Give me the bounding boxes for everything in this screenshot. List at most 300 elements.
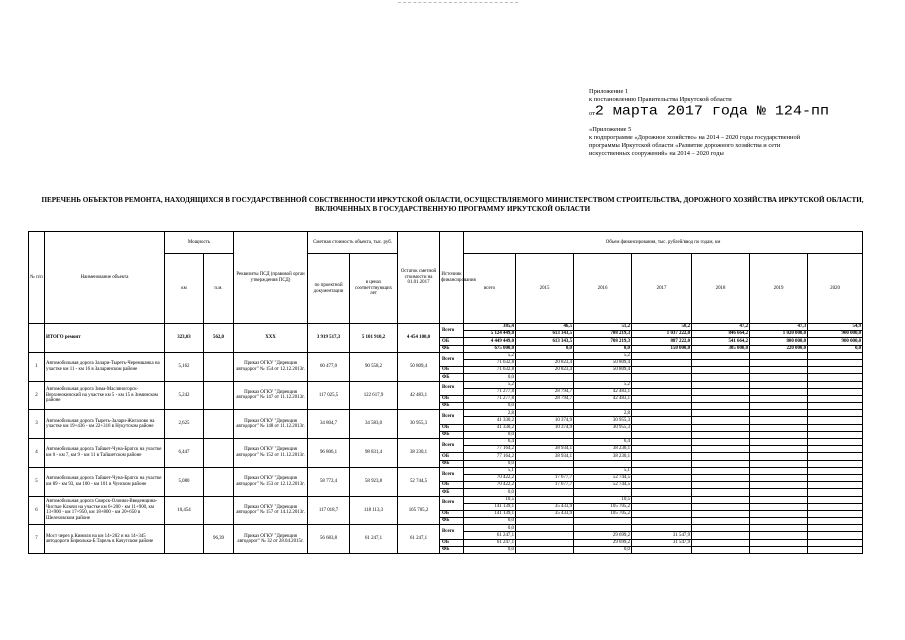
funding-cell bbox=[632, 460, 692, 467]
source-label-ob: ОБ bbox=[440, 395, 464, 402]
source-label-all: Всего bbox=[440, 352, 464, 366]
funding-cell bbox=[808, 525, 863, 532]
date-stamp: 2 марта 2017 года № 124-пп bbox=[594, 103, 829, 120]
funding-cell: 0,0 bbox=[516, 345, 574, 352]
object-cost-doc: 3 919 517,3 bbox=[308, 324, 350, 353]
funding-cell: 220 000,0 bbox=[750, 345, 808, 352]
funding-cell bbox=[632, 510, 692, 517]
object-km: 6,447 bbox=[165, 439, 204, 468]
funding-cell bbox=[692, 510, 750, 517]
object-rest: 61 247,1 bbox=[398, 525, 440, 554]
subprogram-line-1: к подпрограмме «Дорожное хозяйство» на 2014 – 2020 годы государственной bbox=[589, 134, 801, 141]
funding-cell bbox=[632, 489, 692, 496]
funding-cell bbox=[750, 359, 808, 366]
col-psd: Реквизиты ПСД (правовой орган утверждения ПСД) bbox=[234, 232, 308, 324]
col-2016: 2016 bbox=[574, 254, 632, 324]
object-cost-cur: 122 617,9 bbox=[350, 381, 398, 410]
scan-mark bbox=[398, 2, 518, 5]
object-psd: ХХХ bbox=[234, 324, 308, 353]
funding-cell bbox=[516, 489, 574, 496]
total-num bbox=[29, 324, 45, 353]
funding-cell: 47,2 bbox=[692, 324, 750, 331]
funding-cell: 29 699,2 bbox=[574, 539, 632, 546]
object-cost-doc: 117 018,7 bbox=[308, 496, 350, 525]
object-row bbox=[29, 439, 863, 446]
funding-cell bbox=[750, 467, 808, 474]
funding-cell: 61 247,1 bbox=[464, 532, 516, 539]
funding-cell bbox=[808, 474, 863, 481]
funding-cell bbox=[750, 388, 808, 395]
funding-cell bbox=[808, 359, 863, 366]
funding-cell bbox=[632, 359, 692, 366]
object-row bbox=[29, 496, 863, 503]
object-psd: Приказ ОГКУ "Дирекция автодорог" № 157 от 14.12.2013г. bbox=[234, 496, 308, 525]
object-psd: Приказ ОГКУ "Дирекция автодорог" № 153 от 12.12.2013г. bbox=[234, 467, 308, 496]
funding-cell: 31 547,9 bbox=[632, 539, 692, 546]
funding-cell: 17 677,7 bbox=[516, 474, 574, 481]
funding-cell bbox=[750, 367, 808, 374]
funding-cell bbox=[808, 431, 863, 438]
funding-cell: 1 037 222,0 bbox=[632, 331, 692, 338]
funding-cell bbox=[808, 482, 863, 489]
source-label-all: Всего bbox=[440, 324, 464, 338]
object-cost-cur: 61 247,1 bbox=[350, 525, 398, 554]
funding-cell: 71 277,8 bbox=[464, 388, 516, 395]
funding-cell: 10 374,9 bbox=[516, 417, 574, 424]
source-label-ob: ОБ bbox=[440, 338, 464, 345]
funding-cell: 150 000,0 bbox=[632, 345, 692, 352]
funding-cell bbox=[808, 403, 863, 410]
funding-cell: 10,5 bbox=[574, 496, 632, 503]
object-km: 5,242 bbox=[165, 381, 204, 410]
funding-cell bbox=[692, 395, 750, 402]
col-2015: 2015 bbox=[516, 254, 574, 324]
funding-cell: 105 705,2 bbox=[574, 503, 632, 510]
object-cost-cur: 98 831,4 bbox=[350, 439, 398, 468]
funding-cell: 35 433,9 bbox=[516, 510, 574, 517]
funding-cell bbox=[632, 453, 692, 460]
object-name: Автомобильная дорога Зима-Масляногорск-Верхнеокинский на участке км 5 - км 15 в Зиминском районе bbox=[45, 381, 165, 410]
col-2017: 2017 bbox=[632, 254, 692, 324]
funding-cell bbox=[692, 417, 750, 424]
funding-cell: 35 433,9 bbox=[516, 503, 574, 510]
col-capacity: Мощность bbox=[165, 232, 234, 254]
object-name: Автомобильная дорога Тайшет-Чуна-Братск на участке км 0 - км 7, км 9 - км 11 в Тайшетском районе bbox=[45, 439, 165, 468]
funding-cell bbox=[808, 467, 863, 474]
object-pm bbox=[204, 439, 234, 468]
object-name: Мост через р.Кимиля на км 14+202 и на 14+345 автодороги Бирюлька-Б.Тарель в Качугском районе bbox=[45, 525, 165, 554]
object-psd: Приказ ОГКУ "Дирекция автодорог" № 154 от 12.12.2013г. bbox=[234, 352, 308, 381]
funding-cell bbox=[692, 474, 750, 481]
funding-cell bbox=[632, 431, 692, 438]
object-psd: Приказ ОГКУ "Дирекция автодорог" № 147 от 11.12.2013г. bbox=[234, 381, 308, 410]
funding-cell bbox=[692, 431, 750, 438]
funding-cell bbox=[516, 374, 574, 381]
funding-cell: 846 664,2 bbox=[692, 331, 750, 338]
source-label-fb: ФБ bbox=[440, 460, 464, 467]
funding-cell bbox=[750, 395, 808, 402]
funding-cell bbox=[516, 539, 574, 546]
funding-cell: 6,4 bbox=[574, 439, 632, 446]
object-row bbox=[29, 410, 863, 417]
object-cost-cur: 34 583,0 bbox=[350, 410, 398, 439]
funding-cell bbox=[750, 374, 808, 381]
object-pm bbox=[204, 352, 234, 381]
funding-cell: 38 230,1 bbox=[574, 453, 632, 460]
funding-cell bbox=[808, 489, 863, 496]
object-rest: 38 230,1 bbox=[398, 439, 440, 468]
object-name: Автомобильная дорога Свирск-Олонки-Введенщина-Чистые Ключи на участке км 6+200 - км 11+900, км 13+900 - км 17+950, км 18+800 - км 20+650 в Шелеховском районе bbox=[45, 496, 165, 525]
funding-cell bbox=[808, 510, 863, 517]
funding-cell: 30 955,3 bbox=[574, 417, 632, 424]
funding-cell bbox=[632, 417, 692, 424]
object-cost-doc: 58 772,4 bbox=[308, 467, 350, 496]
date-prefix: от bbox=[589, 110, 595, 117]
object-rest: 105 705,2 bbox=[398, 496, 440, 525]
object-num: 4 bbox=[29, 439, 45, 468]
funding-cell: 708 219,3 bbox=[574, 331, 632, 338]
funding-cell bbox=[632, 395, 692, 402]
object-cost-doc: 117 025,5 bbox=[308, 381, 350, 410]
funding-cell bbox=[808, 453, 863, 460]
funding-cell: 2,8 bbox=[464, 410, 516, 417]
funding-cell bbox=[808, 539, 863, 546]
subprogram-line-3: искусственных сооружений» на 2014 – 2020 годы bbox=[589, 150, 724, 157]
object-cost-doc: 56 683,8 bbox=[308, 525, 350, 554]
appendix2-label: «Приложение 5 bbox=[589, 126, 632, 133]
funding-cell: 613 343,5 bbox=[516, 338, 574, 345]
funding-cell bbox=[516, 525, 574, 532]
col-cost: Сметная стоимость объекта, тыс. руб. bbox=[308, 232, 398, 254]
funding-cell: 20 823,4 bbox=[516, 359, 574, 366]
funding-cell bbox=[632, 403, 692, 410]
funding-cell bbox=[750, 525, 808, 532]
funding-cell bbox=[692, 460, 750, 467]
funding-cell: 38 934,1 bbox=[516, 453, 574, 460]
funding-cell: 42 483,1 bbox=[574, 395, 632, 402]
object-num: 5 bbox=[29, 467, 45, 496]
source-label-all: Всего bbox=[440, 439, 464, 453]
funding-cell bbox=[692, 453, 750, 460]
funding-cell bbox=[632, 388, 692, 395]
funding-cell bbox=[750, 460, 808, 467]
funding-cell bbox=[750, 496, 808, 503]
funding-cell bbox=[750, 403, 808, 410]
funding-cell bbox=[808, 424, 863, 431]
source-label-ob: ОБ bbox=[440, 453, 464, 460]
funding-cell bbox=[808, 410, 863, 417]
funding-cell: 0,0 bbox=[464, 546, 516, 553]
funding-cell: 613 343,5 bbox=[516, 331, 574, 338]
funding-cell bbox=[516, 546, 574, 553]
source-label-ob: ОБ bbox=[440, 482, 464, 489]
funding-cell bbox=[692, 518, 750, 525]
source-label-fb: ФБ bbox=[440, 431, 464, 438]
funding-cell: 71 277,8 bbox=[464, 395, 516, 402]
funding-cell: 58,2 bbox=[632, 324, 692, 331]
funding-cell: 0,0 bbox=[808, 345, 863, 352]
funding-cell: 141 139,1 bbox=[464, 503, 516, 510]
funding-cell: 70 422,2 bbox=[464, 474, 516, 481]
funding-cell bbox=[516, 381, 574, 388]
col-2018: 2018 bbox=[692, 254, 750, 324]
funding-cell bbox=[574, 489, 632, 496]
object-pm: 96,39 bbox=[204, 525, 234, 554]
object-name: Автомобильная дорога Тайшет-Чуна-Братск на участке км 89 - км 93, км 100 - км 101 в Чунском районе bbox=[45, 467, 165, 496]
object-pm bbox=[204, 467, 234, 496]
funding-cell: 5,1 bbox=[464, 467, 516, 474]
object-rest: 30 955,3 bbox=[398, 410, 440, 439]
funding-cell bbox=[692, 532, 750, 539]
object-km: 323,03 bbox=[165, 324, 204, 353]
object-km: 10,454 bbox=[165, 496, 204, 525]
funding-cell bbox=[632, 546, 692, 553]
funding-cell bbox=[692, 374, 750, 381]
funding-cell: 385,4 bbox=[464, 324, 516, 331]
funding-cell bbox=[750, 546, 808, 553]
funding-cell bbox=[632, 474, 692, 481]
funding-cell bbox=[808, 374, 863, 381]
funding-cell bbox=[692, 352, 750, 359]
funding-cell: 52 744,5 bbox=[574, 482, 632, 489]
funding-cell: 38 934,1 bbox=[516, 446, 574, 453]
funding-cell bbox=[808, 446, 863, 453]
funding-cell: 71 632,8 bbox=[464, 367, 516, 374]
object-cost-cur: 58 923,8 bbox=[350, 467, 398, 496]
source-label-fb: ФБ bbox=[440, 546, 464, 553]
funding-cell: 31 547,9 bbox=[632, 532, 692, 539]
funding-cell bbox=[632, 381, 692, 388]
object-cost-cur: 5 101 910,2 bbox=[350, 324, 398, 353]
funding-cell bbox=[808, 532, 863, 539]
funding-cell bbox=[516, 352, 574, 359]
funding-cell: 10,5 bbox=[464, 496, 516, 503]
funding-cell bbox=[574, 525, 632, 532]
funding-cell: 0,0 bbox=[464, 518, 516, 525]
funding-cell bbox=[632, 496, 692, 503]
funding-cell bbox=[750, 503, 808, 510]
object-pm bbox=[204, 410, 234, 439]
funding-cell: 900 000,0 bbox=[808, 338, 863, 345]
funding-cell bbox=[516, 467, 574, 474]
funding-cell bbox=[692, 496, 750, 503]
source-label-fb: ФБ bbox=[440, 345, 464, 352]
funding-cell bbox=[574, 518, 632, 525]
funding-cell bbox=[808, 496, 863, 503]
funding-cell: 105 705,2 bbox=[574, 510, 632, 517]
funding-cell: 541 664,2 bbox=[692, 338, 750, 345]
funding-cell: 52 744,5 bbox=[574, 474, 632, 481]
funding-cell bbox=[750, 453, 808, 460]
funding-cell: 0,0 bbox=[464, 374, 516, 381]
funding-cell: 71 632,8 bbox=[464, 359, 516, 366]
funding-cell: 887 222,0 bbox=[632, 338, 692, 345]
funding-cell bbox=[808, 388, 863, 395]
col-num: № п/п bbox=[29, 232, 45, 324]
funding-cell bbox=[808, 439, 863, 446]
source-label-fb: ФБ bbox=[440, 518, 464, 525]
funding-cell bbox=[692, 489, 750, 496]
funding-cell: 4 449 449,0 bbox=[464, 338, 516, 345]
col-total: всего bbox=[464, 254, 516, 324]
object-rest: 4 454 100,0 bbox=[398, 324, 440, 353]
funding-cell bbox=[750, 482, 808, 489]
object-rest: 52 744,5 bbox=[398, 467, 440, 496]
funding-cell bbox=[750, 518, 808, 525]
col-cost-cur: в ценах соответствующих лет bbox=[350, 254, 398, 324]
funding-cell bbox=[808, 460, 863, 467]
objects-table bbox=[28, 231, 863, 554]
total-row bbox=[29, 324, 863, 331]
object-name: Автомобильная дорога Залари-Тыреть-Черемшанка на участке км 11 - км 16 в Заларинском районе bbox=[45, 352, 165, 381]
funding-cell bbox=[692, 388, 750, 395]
funding-cell bbox=[692, 525, 750, 532]
funding-cell bbox=[750, 532, 808, 539]
funding-cell bbox=[692, 439, 750, 446]
object-pm bbox=[204, 496, 234, 525]
source-label-ob: ОБ bbox=[440, 539, 464, 546]
funding-cell: 54,9 bbox=[808, 324, 863, 331]
col-cost-doc: по проектной документации bbox=[308, 254, 350, 324]
object-psd: Приказ ОГКУ "Дирекция автодорог" № 148 от 11.12.2013г. bbox=[234, 410, 308, 439]
funding-cell: 29 699,2 bbox=[574, 532, 632, 539]
col-pm: п.м. bbox=[204, 254, 234, 324]
object-cost-cur: 90 558,2 bbox=[350, 352, 398, 381]
funding-cell bbox=[632, 467, 692, 474]
source-label-ob: ОБ bbox=[440, 510, 464, 517]
col-2020: 2020 bbox=[808, 254, 863, 324]
object-cost-doc: 34 804,7 bbox=[308, 410, 350, 439]
total-name: ИТОГО ремонт bbox=[45, 324, 165, 353]
funding-cell bbox=[516, 410, 574, 417]
funding-cell bbox=[750, 424, 808, 431]
funding-cell bbox=[692, 367, 750, 374]
funding-cell bbox=[692, 424, 750, 431]
funding-cell: 0,0 bbox=[464, 460, 516, 467]
funding-cell: 0,0 bbox=[464, 431, 516, 438]
col-source: Источник финансирования bbox=[440, 232, 464, 324]
funding-cell bbox=[574, 374, 632, 381]
funding-cell: 675 000,0 bbox=[464, 345, 516, 352]
col-km: км bbox=[165, 254, 204, 324]
funding-cell bbox=[808, 546, 863, 553]
funding-cell bbox=[632, 518, 692, 525]
funding-cell bbox=[632, 374, 692, 381]
source-label-fb: ФБ bbox=[440, 403, 464, 410]
funding-cell bbox=[692, 403, 750, 410]
funding-cell bbox=[808, 352, 863, 359]
source-label-fb: ФБ bbox=[440, 489, 464, 496]
object-km: 5,080 bbox=[165, 467, 204, 496]
funding-cell: 0,0 bbox=[574, 546, 632, 553]
object-row bbox=[29, 467, 863, 474]
funding-cell: 5,2 bbox=[464, 352, 516, 359]
funding-cell bbox=[808, 395, 863, 402]
funding-cell bbox=[692, 482, 750, 489]
object-num: 2 bbox=[29, 381, 45, 410]
funding-cell: 0,0 bbox=[464, 403, 516, 410]
funding-cell: 0,0 bbox=[574, 345, 632, 352]
object-psd: Приказ ОГКУ "Дирекция автодорог" № 32 от 28.04.2015г. bbox=[234, 525, 308, 554]
funding-cell bbox=[516, 496, 574, 503]
funding-cell: 38 230,1 bbox=[574, 446, 632, 453]
funding-cell: 5,1 bbox=[574, 467, 632, 474]
funding-cell: 5,2 bbox=[574, 381, 632, 388]
funding-cell bbox=[632, 352, 692, 359]
funding-cell: 50 809,4 bbox=[574, 359, 632, 366]
funding-cell bbox=[632, 503, 692, 510]
funding-cell bbox=[574, 460, 632, 467]
funding-cell bbox=[574, 403, 632, 410]
document-title: ПЕРЕЧЕНЬ ОБЪЕКТОВ РЕМОНТА, НАХОДЯЩИХСЯ В ГОСУДАРСТВЕННОЙ СОБСТВЕННОСТИ ИРКУТСКОЙ ОБЛАСТИ, ОСУЩЕСТВЛЯЕМОГО МИНИСТЕРСТВОМ СТРОИТЕЛЬСТВА, ДОРОЖНОГО ХОЗЯЙСТВА ИРКУТСКОЙ ОБЛАСТИ, ВКЛЮЧЕННЫХ В ГОСУДАРСТВЕННУЮ ПРОГРАММУ ИРКУТСКОЙ ОБЛАСТИ bbox=[41, 196, 864, 213]
funding-cell: 46,5 bbox=[516, 324, 574, 331]
object-km: 2,625 bbox=[165, 410, 204, 439]
funding-cell: 61 247,1 bbox=[464, 539, 516, 546]
funding-cell bbox=[750, 539, 808, 546]
source-label-all: Всего bbox=[440, 467, 464, 481]
funding-cell: 70 422,2 bbox=[464, 482, 516, 489]
funding-cell bbox=[632, 367, 692, 374]
funding-cell bbox=[750, 510, 808, 517]
object-cost-doc: 96 806,1 bbox=[308, 439, 350, 468]
funding-cell: 0,0 bbox=[464, 525, 516, 532]
funding-cell bbox=[750, 417, 808, 424]
funding-cell bbox=[808, 503, 863, 510]
funding-cell: 5 124 449,0 bbox=[464, 331, 516, 338]
funding-cell bbox=[516, 403, 574, 410]
object-cost-doc: 60 477,0 bbox=[308, 352, 350, 381]
object-name: Автомобильная дорога Тыреть-Залари-Жигалово на участке км 19+436 - км 22+316 в Нукутском районе bbox=[45, 410, 165, 439]
funding-cell bbox=[750, 431, 808, 438]
col-2019: 2019 bbox=[750, 254, 808, 324]
funding-cell: 708 219,3 bbox=[574, 338, 632, 345]
funding-cell bbox=[692, 539, 750, 546]
funding-cell bbox=[692, 546, 750, 553]
source-label-all: Всего bbox=[440, 496, 464, 510]
funding-cell bbox=[692, 381, 750, 388]
funding-cell: 50 809,4 bbox=[574, 367, 632, 374]
object-pm bbox=[204, 381, 234, 410]
object-num: 7 bbox=[29, 525, 45, 554]
funding-cell bbox=[750, 474, 808, 481]
source-label-ob: ОБ bbox=[440, 367, 464, 374]
funding-cell bbox=[808, 518, 863, 525]
object-num: 1 bbox=[29, 352, 45, 381]
funding-cell: 77 164,2 bbox=[464, 446, 516, 453]
funding-cell bbox=[516, 439, 574, 446]
funding-cell: 51,2 bbox=[574, 324, 632, 331]
object-row bbox=[29, 525, 863, 532]
object-row bbox=[29, 352, 863, 359]
funding-cell bbox=[632, 446, 692, 453]
funding-cell: 10 374,9 bbox=[516, 424, 574, 431]
funding-cell: 5,2 bbox=[464, 381, 516, 388]
col-funding: Объем финансирования, тыс. рублей/ввод по годам, км bbox=[464, 232, 863, 254]
funding-cell bbox=[808, 381, 863, 388]
decree-line: к постановлению Правительства Иркутской области bbox=[589, 96, 732, 103]
funding-cell bbox=[632, 525, 692, 532]
funding-cell: 17 677,7 bbox=[516, 482, 574, 489]
object-cost-cur: 118 113,3 bbox=[350, 496, 398, 525]
funding-cell: 28 794,7 bbox=[516, 395, 574, 402]
funding-cell: 30 955,3 bbox=[574, 424, 632, 431]
object-rest: 50 809,4 bbox=[398, 352, 440, 381]
object-km: 5,162 bbox=[165, 352, 204, 381]
object-num: 6 bbox=[29, 496, 45, 525]
source-label-ob: ОБ bbox=[440, 424, 464, 431]
object-row bbox=[29, 381, 863, 388]
source-label-all: Всего bbox=[440, 410, 464, 424]
